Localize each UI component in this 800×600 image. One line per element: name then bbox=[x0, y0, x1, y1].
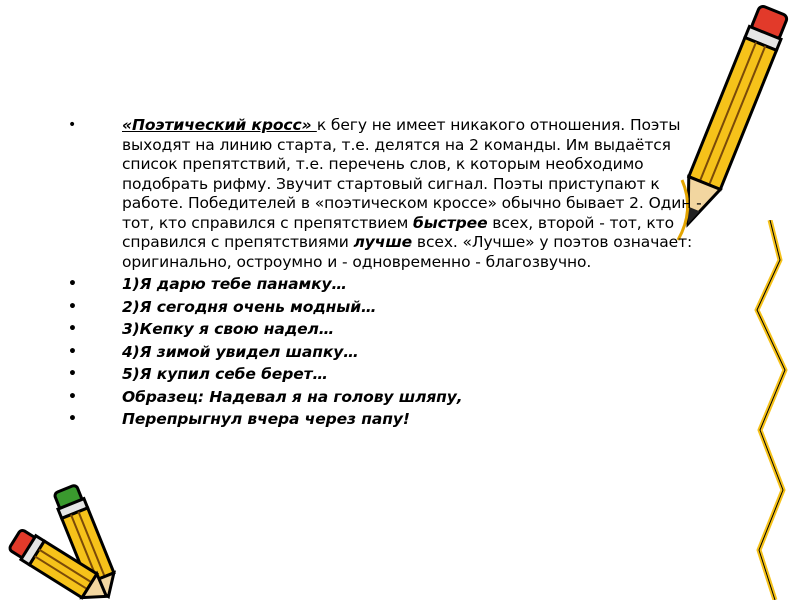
paragraph-text-2: всех, второй - тот, кто справился с препятствиями bbox=[122, 213, 674, 251]
list-item: • 4)Я зимой увидел шапку… bbox=[68, 343, 708, 363]
list-item: • 2)Я сегодня очень модный… bbox=[68, 298, 708, 318]
paragraph-bold-2: лучше bbox=[353, 233, 413, 251]
bullet-list bbox=[68, 116, 708, 430]
sample-line-2 bbox=[68, 410, 708, 430]
game-title: «Поэтический кросс» bbox=[122, 116, 317, 134]
slide-content bbox=[68, 116, 708, 433]
intro-paragraph bbox=[68, 116, 708, 272]
ribbon-decoration bbox=[745, 220, 800, 600]
paragraph-text-1: к бегу не имеет никакого отношения. Поэты выходят на линию старта, т.е. делятся на 2 команды. Им выдаётся список препятствий, т.е. перечень слов, к которым необходимо подобрать рифму. Звучит стартовый сигнал. Поэты приступают к работе. Победителей в «поэтическом кроссе» обычно бывает 2. Один - тот, кто справился с препятствием bbox=[122, 116, 702, 232]
paragraph-text-3: всех. «Лучше» у поэтов означает: оригинально, остроумно и - одновременно - благозвучно. bbox=[122, 233, 693, 271]
list-item: • 3)Кепку я свою надел… bbox=[68, 320, 708, 340]
list-item: • 5)Я купил себе берет… bbox=[68, 365, 708, 385]
paragraph-bold-1: быстрее bbox=[413, 213, 488, 232]
pencil-icon bbox=[0, 475, 150, 600]
sample-line-2-text: Перепрыгнул вчера через папу! bbox=[122, 410, 410, 428]
sample-line-1: • Образец: Надевал я на голову шляпу, bbox=[68, 388, 708, 408]
list-item: • 1)Я дарю тебе панамку… bbox=[68, 275, 708, 295]
